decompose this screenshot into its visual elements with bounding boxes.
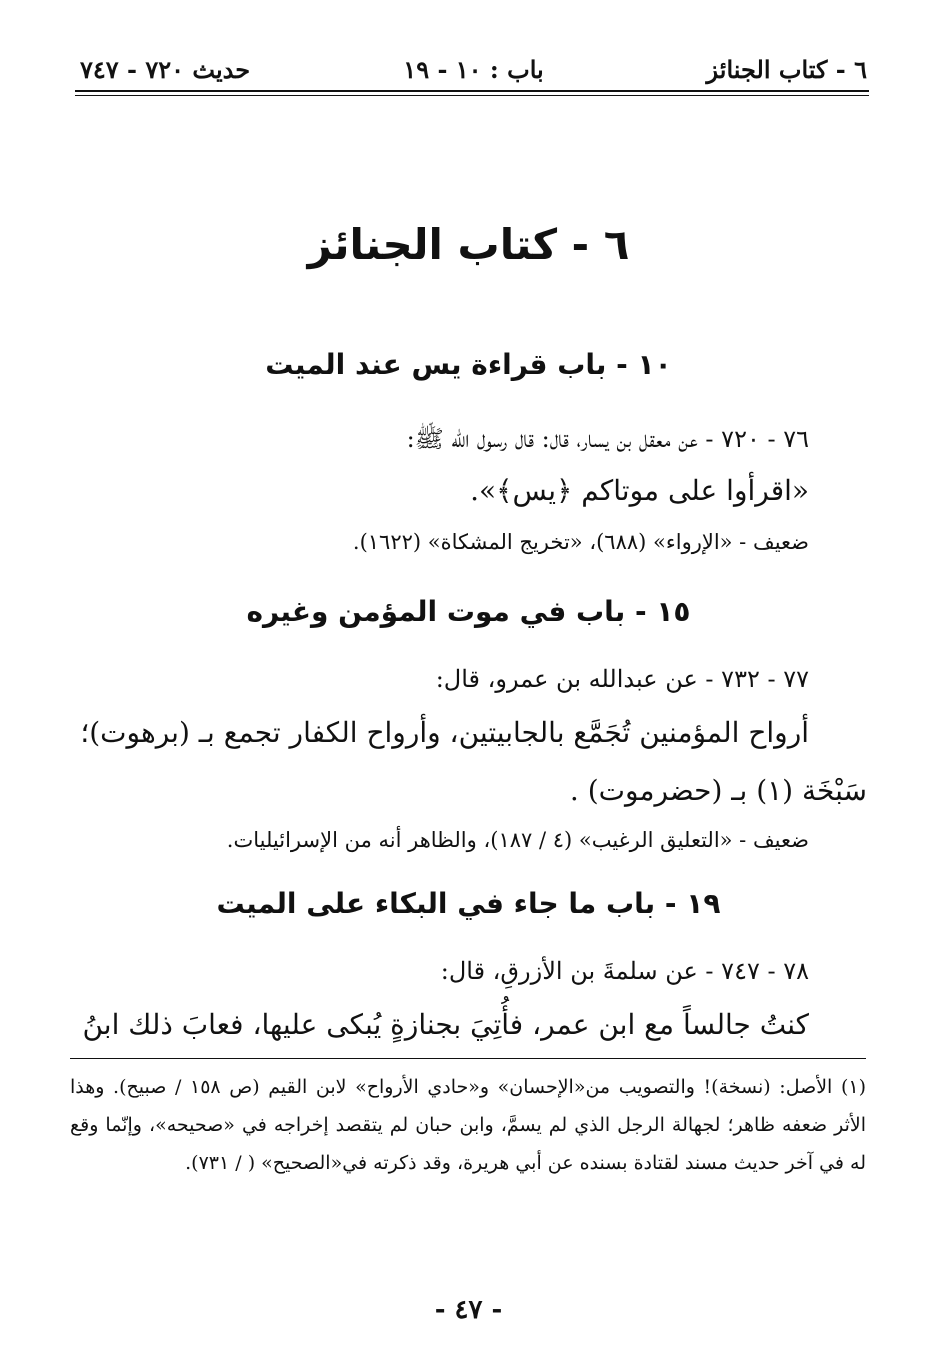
hadith-text: أرواح المؤمنين تُجَمَّع بالجابيتين، وأرواح الكفار تجمع بـ (برهوت)؛	[80, 716, 809, 749]
footnote: (١) الأصل: (نسخة)! والتصويب من«الإحسان» و«حادي الأرواح» لابن القيم (ص ١٥٨ / صبيح). وهذا الأثر ضعفه ظاهر؛ لجهالة الرجل الذي لم يسمَّ، وابن حبان لم يتقصد إخراجه في «صحيحه»، وإنّما وقع له في آخر حديث مسند لقتادة بسنده عن أبي هريرة، وقد ذكرته في«الصحيح» ( / ٧٣١).	[70, 1076, 866, 1174]
header-rule-thin	[75, 95, 869, 96]
hadith-text: «اقرأوا على موتاكم ﴿يس﴾».	[470, 474, 809, 507]
hadith-text: كنتُ جالساً مع ابن عمر، فأُتِيَ بجنازةٍ يُبكى عليها، فعابَ ذلك ابنُ	[82, 1008, 809, 1041]
header-chapter-range: باب : ١٠ - ١٩	[403, 55, 544, 84]
footnote-rule	[70, 1058, 866, 1059]
header-rule-thick	[75, 90, 869, 92]
hadith-grade: ضعيف - «الإرواء» (٦٨٨)، «تخريج المشكاة» (١٦٢٢).	[352, 530, 809, 554]
header-hadith-range: حديث ٧٢٠ - ٧٤٧	[80, 55, 251, 84]
hadith-number-line: ٧٧ - ٧٣٢ - عن عبدالله بن عمرو، قال:	[435, 665, 809, 693]
book-title: ٦ - كتاب الجنائز	[307, 220, 630, 269]
chapter-heading: ١٩ - باب ما جاء في البكاء على الميت	[216, 887, 721, 920]
chapter-heading: ١٥ - باب في موت المؤمن وغيره	[246, 595, 691, 628]
page-number: - ٤٧ -	[434, 1295, 503, 1325]
hadith-text: سَبْخَة (١) بـ (حضرموت) .	[569, 774, 867, 807]
hadith-number-line: ٧٨ - ٧٤٧ - عن سلمةَ بن الأزرقِ، قال:	[440, 957, 809, 985]
chapter-heading: ١٠ - باب قراءة يس عند الميت	[265, 348, 672, 381]
running-header	[80, 55, 867, 93]
hadith-number-line: ٧٦ - ٧٢٠ - عن معقل بن يسار، قال: قال رسول الله ﷺ:	[406, 425, 809, 453]
hadith-grade: ضعيف - «التعليق الرغيب» (٤ / ١٨٧)، والظاهر أنه من الإسرائيليات.	[226, 828, 809, 852]
header-book-title: ٦ - كتاب الجنائز	[706, 55, 867, 84]
